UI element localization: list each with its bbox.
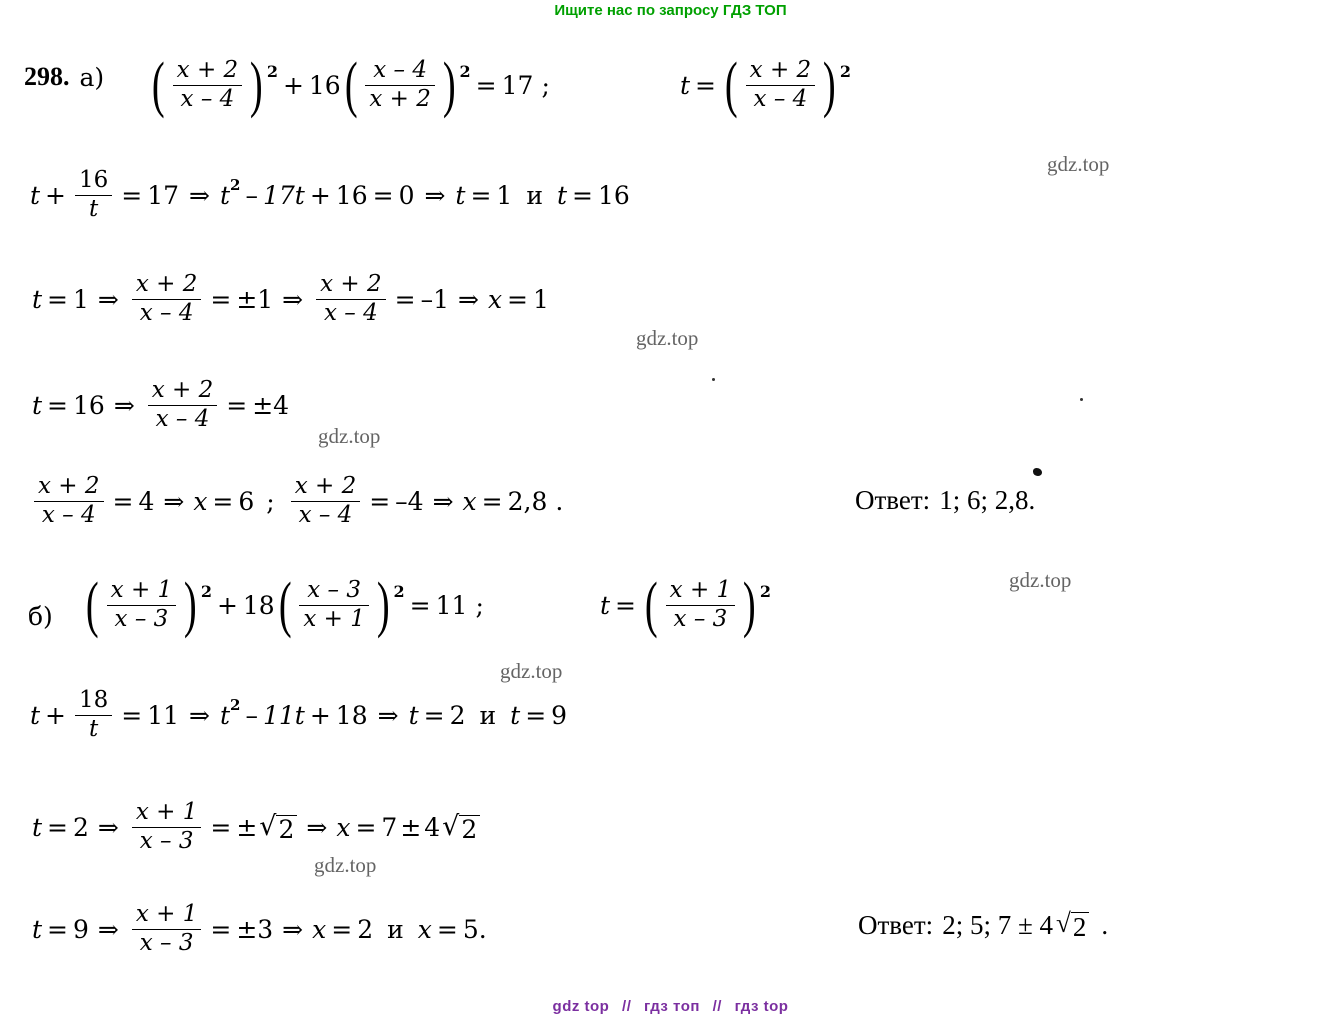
equals-sign: =	[210, 284, 232, 314]
fraction-denominator: x – 4	[180, 85, 235, 112]
open-paren: (	[644, 570, 658, 639]
variable-t: t	[30, 180, 41, 210]
semicolon: ;	[541, 70, 550, 100]
fraction-b4	[132, 902, 202, 957]
fraction-numerator: 18	[79, 687, 109, 713]
header-banner: Ищите нас по запросу ГДЗ ТОП	[554, 2, 787, 19]
semicolon: ;	[475, 590, 484, 620]
equation-a-line5	[30, 474, 563, 529]
equation-a-line2	[30, 168, 630, 223]
open-paren: (	[724, 50, 738, 119]
variable-t: t	[510, 700, 521, 730]
equation-a-left	[148, 50, 550, 119]
exponent: 2	[200, 581, 212, 601]
implies-arrow: ⇒	[282, 284, 304, 314]
value: ±3	[236, 914, 274, 944]
variable-x: x	[487, 284, 503, 314]
fraction-denominator: x + 1	[303, 605, 365, 632]
minus-operator: –	[245, 700, 258, 730]
implies-arrow: ⇒	[457, 284, 479, 314]
exponent: 2	[230, 176, 241, 195]
equals-sign: =	[394, 284, 416, 314]
fraction-numerator: x + 2	[320, 271, 382, 297]
equals-sign: =	[475, 70, 497, 100]
watermark: gdz.top	[500, 659, 563, 683]
part-a-label: а)	[79, 62, 105, 92]
plus-minus-sign: ±	[400, 812, 422, 842]
square-root-2	[442, 810, 480, 844]
implies-arrow: ⇒	[282, 914, 304, 944]
fraction-denominator: x – 4	[139, 299, 194, 326]
variable-t: t	[32, 914, 43, 944]
equals-sign: =	[436, 914, 458, 944]
close-paren: )	[376, 570, 390, 639]
square-root-answer	[1056, 910, 1089, 941]
close-paren: )	[743, 570, 756, 639]
footer-part-3: гдз top	[734, 998, 789, 1015]
variable-x: x	[417, 914, 432, 944]
open-paren: (	[344, 50, 358, 119]
coefficient: 16	[308, 70, 341, 100]
fraction-numerator: 16	[79, 167, 109, 193]
variable-t: t	[557, 180, 568, 210]
variable-t: t	[220, 700, 231, 730]
plus-operator: +	[309, 180, 331, 210]
equals-sign: =	[525, 700, 547, 730]
substitution-b	[600, 570, 771, 639]
value: 6	[238, 486, 255, 516]
exponent: 2	[266, 61, 278, 81]
footer-banner	[0, 998, 1341, 1015]
footer-sep-1: //	[622, 998, 632, 1015]
fraction-a2	[365, 58, 435, 113]
radicand: 2	[276, 815, 297, 842]
variable-t: t	[600, 590, 611, 620]
fraction-sub-b	[666, 578, 736, 633]
equation-b-left	[82, 570, 484, 639]
equals-sign: =	[470, 180, 492, 210]
fraction-numerator: x + 1	[135, 901, 198, 927]
equals-sign: =	[355, 812, 377, 842]
equals-sign: =	[481, 486, 503, 516]
equals-sign: =	[47, 914, 68, 944]
variable-x: x	[193, 486, 208, 516]
fraction-a4	[148, 378, 218, 433]
value: 17	[147, 180, 180, 210]
footer-part-1: gdz top	[552, 998, 610, 1015]
equation-b-line2	[30, 688, 567, 743]
value: –1	[420, 284, 449, 314]
part-b-label-wrap	[28, 602, 53, 631]
constant: 16	[335, 180, 368, 210]
fraction-numerator: x + 2	[135, 271, 198, 297]
answer-value: 1; 6; 2,8.	[939, 485, 1036, 515]
fraction-numerator: x + 2	[176, 57, 239, 83]
problem-number-and-part-a	[24, 62, 104, 92]
equals-sign: =	[369, 486, 391, 516]
exponent: 2	[230, 696, 241, 715]
value: 1	[73, 284, 89, 314]
scan-artifact	[1080, 398, 1083, 401]
substitution-a	[680, 50, 851, 119]
equals-sign: =	[210, 812, 232, 842]
radicand: 2	[1071, 912, 1090, 941]
radical-sign: √	[442, 810, 460, 842]
implies-arrow: ⇒	[189, 180, 210, 210]
variable-t: t	[30, 700, 41, 730]
value: 5.	[462, 914, 487, 944]
value: 2,8	[507, 486, 548, 516]
scan-artifact	[1033, 468, 1042, 476]
fraction-a1	[173, 58, 243, 113]
open-paren: (	[85, 570, 99, 639]
implies-arrow: ⇒	[432, 486, 454, 516]
fraction-a5-2	[291, 474, 361, 529]
fraction-numerator: x – 3	[307, 577, 361, 603]
equation-b-line4	[32, 902, 487, 957]
watermark: gdz.top	[314, 853, 377, 877]
fraction-denominator: x – 4	[753, 85, 808, 112]
period: .	[1101, 910, 1109, 940]
implies-arrow: ⇒	[377, 700, 399, 730]
value: ±1	[236, 284, 274, 314]
value: –4	[395, 486, 424, 516]
plus-operator: +	[216, 590, 238, 620]
equals-sign: =	[507, 284, 528, 314]
period: .	[555, 486, 564, 516]
equals-sign: =	[121, 700, 143, 730]
value: 11	[147, 700, 180, 730]
value: 16	[598, 180, 630, 210]
equals-sign: =	[372, 180, 394, 210]
fraction-denominator: x – 4	[324, 299, 378, 326]
fraction-denominator: x – 4	[155, 405, 210, 432]
watermark: gdz.top	[318, 424, 381, 448]
fraction-denominator: t	[89, 715, 99, 742]
answer-value: 2; 5; 7 ± 4	[942, 910, 1054, 940]
implies-arrow: ⇒	[97, 914, 119, 944]
variable-t: t	[680, 70, 691, 100]
equals-sign: =	[331, 914, 353, 944]
fraction-sub-a	[746, 58, 816, 113]
fraction-a5-1	[34, 474, 104, 529]
fraction-denominator: x – 3	[139, 827, 194, 854]
right-hand-side: 11	[435, 590, 468, 620]
fraction-denominator: x – 4	[298, 501, 353, 528]
equation-a-line3	[32, 272, 549, 327]
answer-label: Ответ:	[858, 910, 934, 940]
value: 1	[533, 284, 549, 314]
variable-x: x	[462, 486, 477, 516]
linear-term: 17t	[262, 180, 305, 210]
implies-arrow: ⇒	[306, 812, 328, 842]
equals-sign: =	[47, 812, 68, 842]
equals-sign: =	[112, 486, 134, 516]
fraction-a3-2	[316, 272, 386, 327]
watermark: gdz.top	[636, 326, 699, 350]
value: 2	[357, 914, 374, 944]
equals-sign: =	[210, 914, 232, 944]
value: 0	[398, 180, 415, 210]
minus-operator: –	[245, 180, 258, 210]
exponent: 2	[459, 61, 471, 81]
fraction-denominator: x – 4	[41, 501, 96, 528]
value: ±4	[252, 390, 290, 420]
variable-t: t	[32, 812, 43, 842]
value: 16	[73, 390, 105, 420]
value: 9	[551, 700, 568, 730]
equals-sign: =	[212, 486, 234, 516]
implies-arrow: ⇒	[113, 390, 135, 420]
close-paren: )	[823, 50, 836, 119]
fraction-numerator: x + 1	[669, 577, 732, 603]
fraction-numerator: x + 2	[749, 57, 812, 83]
fraction-numerator: x + 2	[151, 377, 214, 403]
problem-number: 298.	[24, 62, 70, 91]
fraction-denominator: x + 2	[369, 85, 431, 112]
square-root-1	[259, 810, 297, 844]
fraction-denominator: x – 3	[114, 605, 169, 632]
fraction-18-over-t	[75, 688, 112, 743]
variable-t: t	[32, 284, 43, 314]
fraction-denominator: x – 3	[139, 929, 194, 956]
value: 1	[496, 180, 513, 210]
answer-label: Ответ:	[855, 485, 931, 515]
close-paren: )	[250, 50, 263, 119]
exponent: 2	[759, 581, 771, 601]
variable-x: x	[336, 812, 351, 842]
variable-t: t	[408, 700, 419, 730]
equals-sign: =	[572, 180, 593, 210]
watermark: gdz.top	[1009, 568, 1072, 592]
plus-operator: +	[45, 180, 66, 210]
fraction-numerator: x + 2	[38, 473, 100, 499]
variable-x: x	[312, 914, 327, 944]
value: 9	[73, 914, 89, 944]
implies-arrow: ⇒	[189, 700, 210, 730]
fraction-b2	[299, 578, 369, 633]
constant: 18	[335, 700, 368, 730]
equals-sign: =	[47, 284, 68, 314]
scan-artifact	[712, 378, 715, 381]
fraction-numerator: x + 1	[135, 799, 198, 825]
fraction-denominator: t	[89, 195, 99, 222]
linear-term: 11t	[262, 700, 305, 730]
equals-sign: =	[121, 180, 143, 210]
radicand: 2	[459, 815, 480, 842]
implies-arrow: ⇒	[163, 486, 185, 516]
fraction-b3	[132, 800, 202, 855]
plus-operator: +	[282, 70, 304, 100]
plus-operator: +	[45, 700, 66, 730]
right-hand-side: 17	[501, 70, 534, 100]
open-paren: (	[278, 570, 292, 639]
variable-t: t	[220, 180, 231, 210]
plus-minus-sign: ±	[236, 812, 258, 842]
fraction-denominator: x – 3	[673, 605, 728, 632]
conjunction: и	[526, 180, 543, 210]
value: 4	[138, 486, 155, 516]
implies-arrow: ⇒	[424, 180, 446, 210]
fraction-16-over-t	[75, 168, 112, 223]
exponent: 2	[393, 581, 405, 601]
conjunction: и	[479, 700, 497, 730]
value: 2	[73, 812, 89, 842]
equals-sign: =	[423, 700, 445, 730]
equals-sign: =	[695, 70, 716, 100]
radical-sign: √	[1056, 908, 1071, 938]
footer-sep-2: //	[712, 998, 722, 1015]
conjunction: и	[387, 914, 404, 944]
close-paren: )	[184, 570, 197, 639]
fraction-numerator: x + 1	[110, 577, 173, 603]
answer-a	[855, 485, 1035, 516]
part-b-label: б)	[28, 602, 53, 631]
equals-sign: =	[47, 390, 68, 420]
answer-b	[858, 910, 1108, 941]
fraction-a3-1	[132, 272, 202, 327]
fraction-numerator: x + 2	[294, 473, 357, 499]
semicolon: ;	[266, 486, 275, 516]
fraction-b1	[107, 578, 177, 633]
equals-sign: =	[226, 390, 248, 420]
value: 2	[449, 700, 466, 730]
coefficient: 18	[242, 590, 275, 620]
close-paren: )	[442, 50, 456, 119]
variable-t: t	[32, 390, 43, 420]
fraction-numerator: x – 4	[373, 57, 427, 83]
equals-sign: =	[615, 590, 636, 620]
exponent: 2	[839, 61, 851, 81]
variable-t: t	[455, 180, 466, 210]
value: 4	[424, 812, 441, 842]
value: 7	[381, 812, 398, 842]
implies-arrow: ⇒	[97, 812, 119, 842]
equation-b-line3	[32, 800, 480, 855]
radical-sign: √	[259, 810, 277, 842]
equation-a-line4	[32, 378, 289, 433]
equals-sign: =	[409, 590, 431, 620]
footer-part-2: гдз топ	[644, 998, 700, 1015]
open-paren: (	[151, 50, 165, 119]
implies-arrow: ⇒	[97, 284, 119, 314]
plus-operator: +	[309, 700, 331, 730]
watermark: gdz.top	[1047, 152, 1110, 176]
